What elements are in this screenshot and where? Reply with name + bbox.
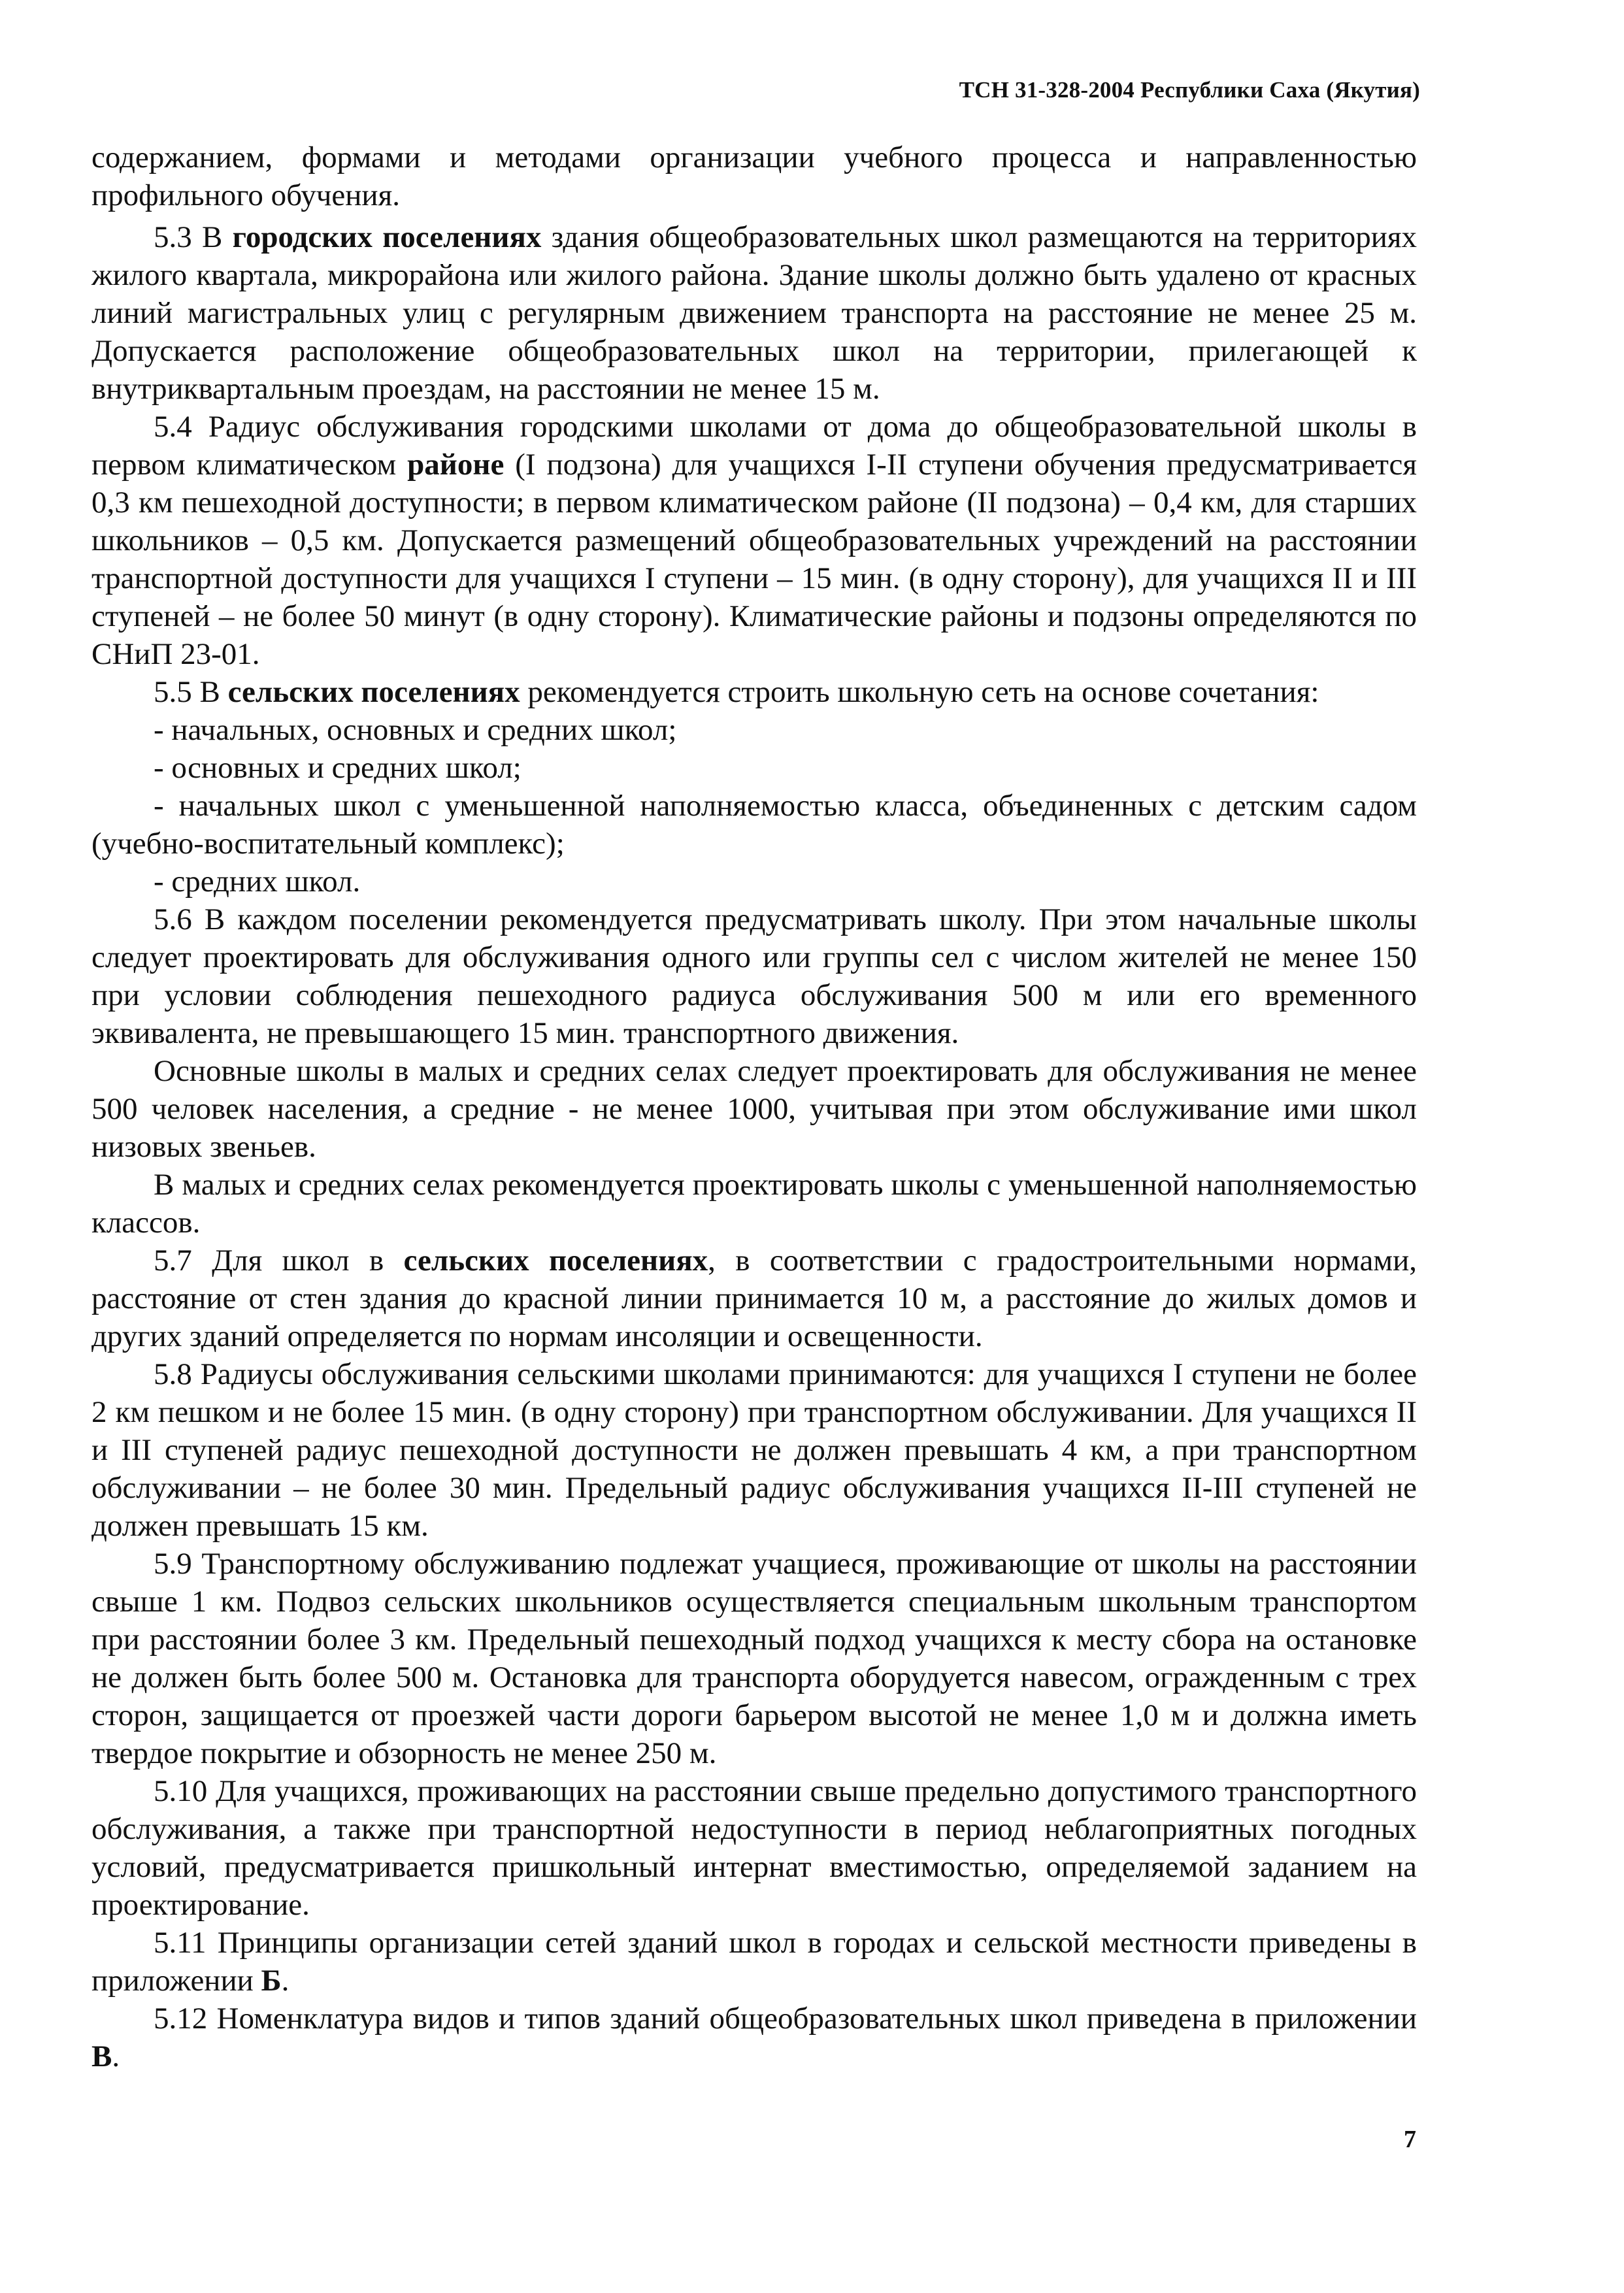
paragraph-text: 5.12 Номенклатура видов и типов зданий общеобразовательных школ приведена в приложении [154,2002,1417,2036]
paragraph-5-10: 5.10 Для учащихся, проживающих на расстоянии свыше предельно допустимого транспортного обслуживания, а также при транспортной недоступности в период неблагоприятных погодных условий, предусматривается пришкольный интернат вместимостью, определяемой заданием на проектирование. [91,1774,1417,1922]
list-item: - основных и средних школ; [154,751,522,785]
paragraph-text: 5.7 Для школ в [154,1244,404,1278]
emphasis-term: сельских поселениях [227,675,520,709]
paragraph-text: . [281,1964,290,1998]
document-body [91,139,1417,2075]
paragraph-text: , в соответствии с градостроительными нормами, расстояние от стен здания до красной линии принимается 10 м, а расстояние до жилых домов и других зданий определяется по нормам инсоляции и освещенности. [91,1244,1417,1353]
paragraph-text: 5.4 Радиус обслуживания городскими школами от дома до общеобразовательной школы в первом климатическом [91,410,1417,482]
paragraph-basic-schools: Основные школы в малых и средних селах следует проектировать для обслуживания не менее 500 человек населения, а средние - не менее 1000, учитывая при этом обслуживание ими школ низовых звеньев. [91,1054,1417,1164]
emphasis-term: районе [407,448,505,482]
paragraph-5-9: 5.9 Транспортному обслуживанию подлежат учащиеся, проживающие от школы на расстоянии свыше 1 км. Подвоз сельских школьников осуществляется специальным школьным транспортом при расстоянии более 3 км. Предельный пешеходный подход учащихся к месту сбора на остановке не должен быть более 500 м. Остановка для транспорта оборудуется навесом, огражденным с трех сторон, защищается от проезжей части дороги барьером высотой не менее 1,0 м и должна иметь твердое покрытие и обзорность не менее 250 м. [91,1547,1417,1770]
paragraph-text: (I подзона) для учащихся I-II ступени обучения предусматривается 0,3 км пешеходной доступности; в первом климатическом районе (II подзона) – 0,4 км, для старших школьников – 0,5 км. Допускается размещений общеобразовательных учреждений на расстоянии транспортной доступности для учащихся I ступени – 15 мин. (в одну сторону), для учащихся II и III ступеней – не более 50 минут (в одну сторону). Климатические районы и подзоны определяются по СНиП 23-01. [91,448,1417,671]
appendix-reference: В [91,2039,112,2073]
paragraph-5-11 [91,1924,1417,2000]
paragraph-small-villages: В малых и средних селах рекомендуется проектировать школы с уменьшенной наполняемостью классов. [91,1168,1417,1240]
paragraph-5-7 [91,1242,1417,1355]
document-header: ТСН 31-328-2004 Республики Саха (Якутия) [959,77,1420,103]
list-item: - начальных школ с уменьшенной наполняемостью класса, объединенных с детским садом (учебно-воспитательный комплекс); [91,789,1417,861]
paragraph-text: 5.11 Принципы организации сетей зданий школ в городах и сельской местности приведены в приложении [91,1926,1417,1998]
page-number: 7 [1404,2126,1416,2153]
paragraph-5-6: 5.6 В каждом поселении рекомендуется предусматривать школу. При этом начальные школы следует проектировать для обслуживания одного или группы сел с числом жителей не менее 150 при условии соблюдения пешеходного радиуса обслуживания 500 м или его временного эквивалента, не превышающего 15 мин. транспортного движения. [91,902,1417,1050]
paragraph-5-5 [91,673,1417,711]
paragraph-5-8: 5.8 Радиусы обслуживания сельскими школами принимаются: для учащихся I ступени не более 2 км пешком и не более 15 мин. (в одну сторону) при транспортном обслуживании. Для учащихся II и III ступеней радиус пешеходной доступности не должен превышать 4 км, а при транспортном обслуживании – не более 30 мин. Предельный радиус обслуживания учащихся II-III ступеней не должен превышать 15 км. [91,1357,1417,1543]
paragraph-5-12 [91,2000,1417,2075]
paragraph-text: здания общеобразовательных школ размещаются на территориях жилого квартала, микрорайона или жилого района. Здание школы должно быть удалено от красных линий магистральных улиц с регулярным движением транспорта на расстояние не менее 25 м. Допускается расположение общеобразовательных школ на территории, прилегающей к внутриквартальным проездам, на расстоянии не менее 15 м. [91,220,1417,406]
paragraph-5-3 [91,218,1417,408]
paragraph-text: 5.3 В [154,220,233,254]
emphasis-term: городских поселениях [232,220,542,254]
paragraph-5-4 [91,408,1417,673]
paragraph-text: рекомендуется строить школьную сеть на основе сочетания: [520,675,1319,709]
paragraph-continuation: содержанием, формами и методами организации учебного процесса и направленностью профильного обучения. [91,140,1417,212]
appendix-reference: Б [261,1964,282,1998]
list-item: - начальных, основных и средних школ; [154,713,677,747]
list-item: - средних школ. [154,865,361,899]
paragraph-text: 5.5 В [154,675,228,709]
emphasis-term: сельских поселениях [403,1244,708,1278]
paragraph-text: . [112,2039,120,2073]
